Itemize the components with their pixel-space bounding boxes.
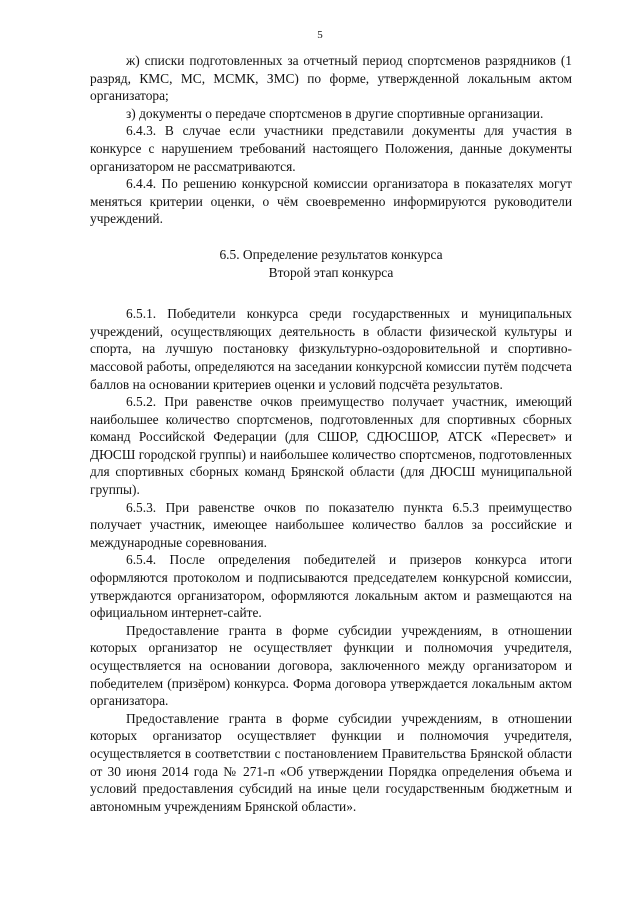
section-heading xyxy=(90,246,572,281)
section-subtitle: Второй этап конкурса xyxy=(268,264,394,280)
paragraph-6-5-1: 6.5.1. Победители конкурса среди государственных и муниципальных учреждений, осуществляющих деятельность в области физической культуры и спорта, на лучшую постановку физкультурно-оздоровительной и спортивно-массовой работы, определяются на заседании конкурсной комиссии путём подсчета баллов на основании критериев оценки и условий подсчёта результатов. xyxy=(90,306,572,392)
paragraph-z: з) документы о передаче спортсменов в другие спортивные организации. xyxy=(126,105,544,121)
section-title: 6.5. Определение результатов конкурса xyxy=(219,246,443,262)
paragraph-grant-regulation: Предоставление гранта в форме субсидии учреждениям, в отношении которых организатор осуществляет функции и полномочия учредителя, осуществляется в соответствии с постановлением Правительства Брянской области от 30 июня 2014 года № 271-п «Об утверждении Порядка определения объема и условий предоставления субсидий на иные цели государственным бюджетным и автономным учреждениям Брянской области». xyxy=(90,710,572,814)
paragraph-6-5-2: 6.5.2. При равенстве очков преимущество получает участник, имеющий наибольшее количество спортсменов, подготовленных для спортивных сборных команд Российской Федерации (для СШОР, СДЮСШОР, АТСК «Пересвет» и ДЮСШ городской группы) и наибольшее количество спортсменов, подготовленных для спортивных сборных команд Брянской области (для ДЮСШ муниципальной группы). xyxy=(90,394,572,498)
paragraph-6-4-4: 6.4.4. По решению конкурсной комиссии организатора в показателях могут меняться критерии оценки, о чём своевременно информируются руководители учреждений. xyxy=(90,176,572,227)
document-body xyxy=(90,52,572,815)
paragraph-6-5-3: 6.5.3. При равенстве очков по показателю пункта 6.5.3 преимущество получает участник, имеющее наибольшее количество баллов за российские и международные соревнования. xyxy=(90,499,572,550)
paragraph-6-4-3: 6.4.3. В случае если участники представили документы для участия в конкурсе с нарушением требований настоящего Положения, данные документы организатором не рассматриваются. xyxy=(90,123,572,174)
paragraph-grant-contract: Предоставление гранта в форме субсидии учреждениям, в отношении которых организатор не осуществляет функции и полномочия учредителя, осуществляется на основании договора, заключенного между организатором и победителем (призёром) конкурса. Форма договора утверждается локальным актом организатора. xyxy=(90,622,572,709)
page-number: 5 xyxy=(317,29,323,41)
paragraph-zh: ж) списки подготовленных за отчетный период спортсменов разрядников (1 разряд, КМС, МС, МСМК, ЗМС) по форме, утвержденной локальным актом организатора; xyxy=(90,53,572,104)
paragraph-6-5-4: 6.5.4. После определения победителей и призеров конкурса итоги оформляются протоколом и подписываются председателем конкурсной комиссии, утверждаются организатором, оформляются локальным актом и размещаются на официальном интернет-сайте. xyxy=(90,552,572,621)
